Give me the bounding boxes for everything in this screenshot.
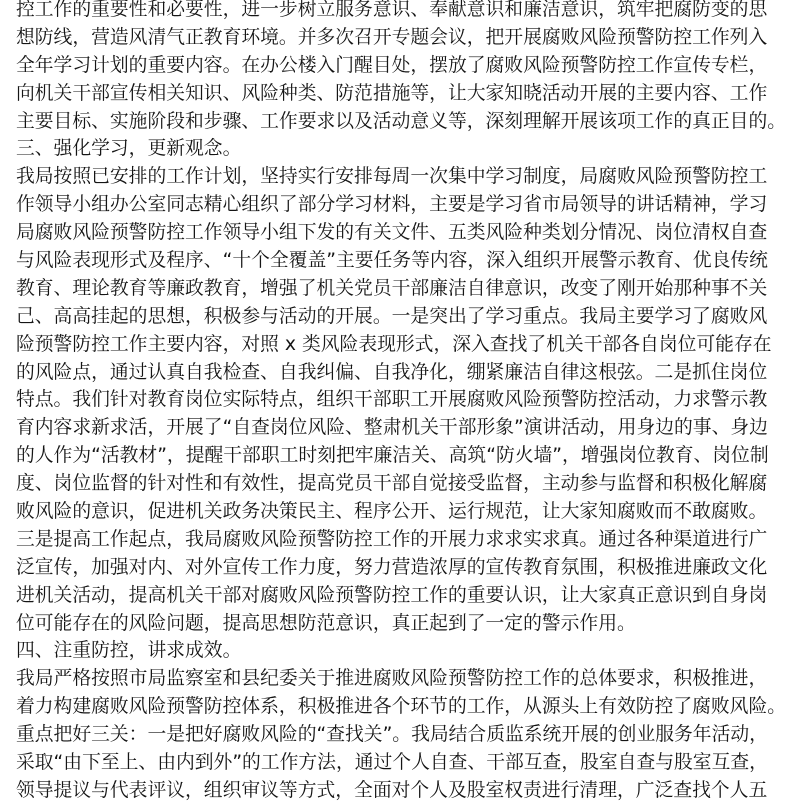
text-line: 教育、理论教育等廉政教育，增强了机关党员干部廉洁自律意识，改变了刚开始那种事不关 [16,277,768,299]
text-line: 己、高高挂起的思想，积极参与活动的开展。一是突出了学习重点。我局主要学习了腐败风 [16,305,768,327]
text-line: 三是提高工作起点，我局腐败风险预警防控工作的开展力求求实求真。通过各种渠道进行广 [16,528,768,550]
text-line: 败风险的意识，促进机关政务决策民主、程序公开、运行规范，让大家知腐败而不敢腐败。 [16,501,768,523]
text-line: 进机关活动，提高机关干部对腐败风险预警防控工作的重要认识，让大家真正意识到自身岗 [16,584,768,606]
text-line: 育内容求新求活，开展了“自查岗位风险、整肃机关干部形象”演讲活动，用身边的事、身边 [16,417,768,439]
text-line: 采取“由下至上、由内到外”的工作方法，通过个人自查、干部互查，股室自查与股室互查， [16,752,768,774]
text-line: 着力构建腐败风险预警防控体系，积极推进各个环节的工作，从源头上有效防控了腐败风险。 [16,696,787,718]
text-line: 四、注重防控，讲求成效。 [16,640,242,662]
text-line: 险预警防控工作主要内容，对照 x 类风险表现形式，深入查找了机关干部各自岗位可能存在 [16,333,772,355]
text-line: 领导提议与代表评议，组织审议等方式，全面对个人及股室权责进行清理，广泛查找个人五 [16,779,768,801]
text-line: 度、岗位监督的针对性和有效性，提高党员干部自觉接受监督，主动参与监督和积极化解腐 [16,473,768,495]
text-line: 控工作的重要性和必要性，进一步树立服务意识、奉献意识和廉洁意识，筑牢把腐防变的思 [16,0,768,20]
text-line: 三、强化学习，更新观念。 [16,138,242,160]
text-line: 全年学习计划的重要内容。在办公楼入门醒目处，摆放了腐败风险预警防控工作宣传专栏， [16,54,768,76]
text-line: 的人作为“活教材”，提醒干部职工时刻把牢廉洁关、高筑“防火墙”，增强岗位教育、岗位制 [16,445,769,467]
text-line: 特点。我们针对教育岗位实际特点，组织干部职工开展腐败风险预警防控活动，力求警示教 [16,389,768,411]
text-line: 作领导小组办公室同志精心组织了部分学习材料，主要是学习省市局领导的讲话精神，学习 [16,194,768,216]
text-line: 我局按照已安排的工作计划，坚持实行安排每周一次集中学习制度，局腐败风险预警防控工 [16,166,768,188]
text-line: 与风险表现形式及程序、“十个全覆盖”主要任务等内容，深入组织开展警示教育、优良传统 [16,250,768,272]
text-line: 想防线，营造风清气正教育环境。并多次召开专题会议，把开展腐败风险预警防控工作列入 [16,26,768,48]
text-line: 位可能存在的风险问题，提高思想防范意识，真正起到了一定的警示作用。 [16,612,636,634]
text-line: 向机关干部宣传相关知识、风险种类、防范措施等，让大家知晓活动开展的主要内容、工作 [16,82,768,104]
text-line: 的风险点，通过认真自我检查、自我纠偏、自我净化，绷紧廉洁自律这根弦。二是抓住岗位 [16,361,768,383]
document-body [16,0,794,805]
text-line: 重点把好三关：一是把好腐败风险的“查找关”。我局结合质监系统开展的创业服务年活动， [16,724,768,746]
text-line: 泛宣传，加强对内、对外宣传工作力度，努力营造浓厚的宣传教育氛围，积极推进廉政文化 [16,556,768,578]
text-line: 局腐败风险预警防控工作领导小组下发的有关文件、五类风险种类划分情况、岗位清权自查 [16,222,768,244]
text-line: 我局严格按照市局监察室和县纪委关于推进腐败风险预警防控工作的总体要求，积极推进， [16,668,768,690]
text-line: 主要目标、实施阶段和步骤、工作要求以及活动意义等，深刻理解开展该项工作的真正目的。 [16,110,787,132]
